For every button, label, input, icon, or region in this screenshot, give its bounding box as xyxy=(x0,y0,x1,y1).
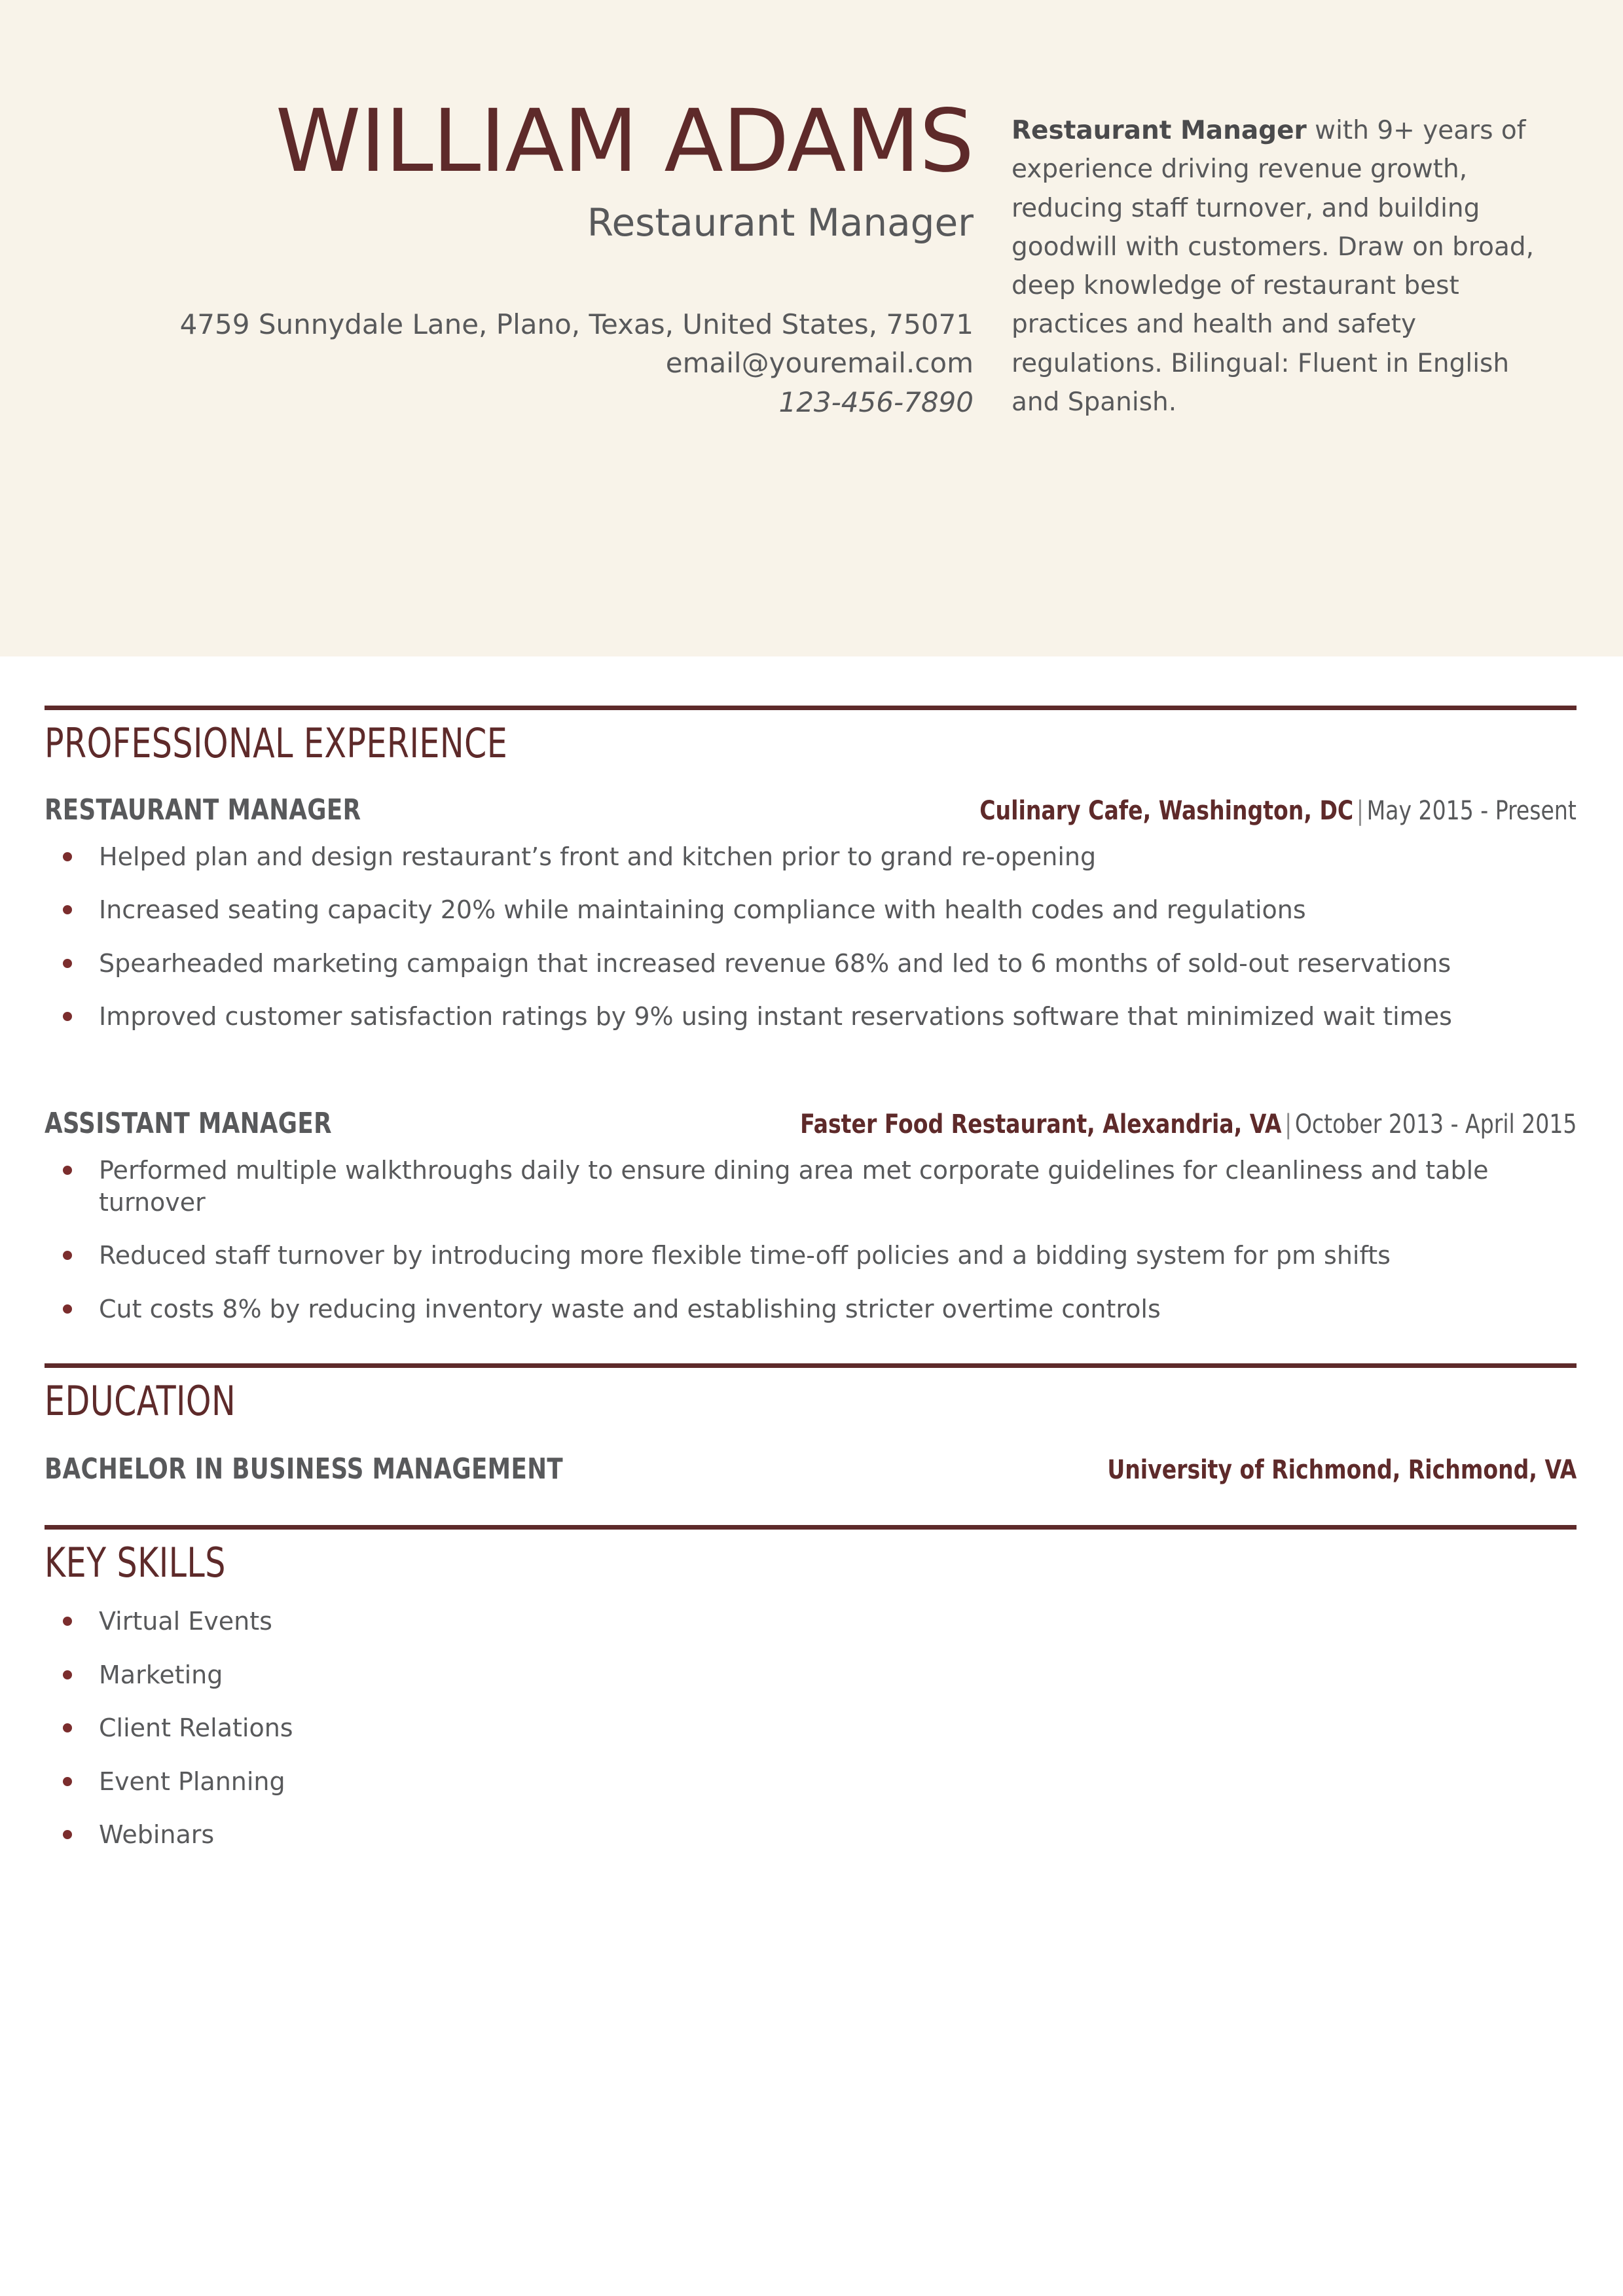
job-position: RESTAURANT MANAGER xyxy=(45,793,361,827)
bullet-dot-icon xyxy=(63,1251,72,1260)
bullet-text: Reduced staff turnover by introducing more flexible time-off policies and a bidding system for pm shifts xyxy=(99,1241,1391,1270)
list-item xyxy=(45,1713,1577,1744)
contact-email[interactable]: email@youremail.com xyxy=(665,347,974,380)
skill-text: Marketing xyxy=(99,1660,223,1689)
job-dates: October 2013 - April 2015 xyxy=(1294,1109,1577,1139)
professional-summary xyxy=(1012,111,1546,422)
summary-highlight: Restaurant Manager xyxy=(1012,116,1307,145)
skills-list xyxy=(45,1606,1577,1851)
bullet-dot-icon xyxy=(63,852,72,861)
bullet-dot-icon xyxy=(63,1012,72,1021)
section-education xyxy=(45,1363,1577,1486)
job-header-row xyxy=(45,1107,1577,1140)
candidate-job-title: Restaurant Manager xyxy=(587,200,974,245)
list-item xyxy=(45,1767,1577,1798)
bullet-dot-icon xyxy=(63,1777,72,1786)
skill-text: Webinars xyxy=(99,1820,215,1850)
resume-header-band xyxy=(0,0,1623,656)
education-school: University of Richmond, Richmond, VA xyxy=(1107,1455,1577,1486)
section-professional-experience xyxy=(45,706,1577,1325)
bullet-dot-icon xyxy=(63,1166,72,1175)
job-separator: | xyxy=(1284,1109,1292,1139)
bullet-text: Cut costs 8% by reducing inventory waste and establishing stricter overtime controls xyxy=(99,1294,1161,1323)
bullet-dot-icon xyxy=(63,1723,72,1732)
contact-block xyxy=(0,305,974,422)
bullet-dot-icon xyxy=(63,905,72,914)
job-position: ASSISTANT MANAGER xyxy=(45,1106,332,1140)
bullet-dot-icon xyxy=(63,1304,72,1314)
education-degree: BACHELOR IN BUSINESS MANAGEMENT xyxy=(45,1452,564,1486)
section-title-education: EDUCATION xyxy=(45,1377,236,1426)
skill-text: Client Relations xyxy=(99,1713,293,1743)
list-item xyxy=(45,841,1577,873)
section-divider xyxy=(45,706,1577,710)
list-item xyxy=(45,1820,1577,1851)
contact-phone[interactable]: 123-456-7890 xyxy=(778,386,974,418)
section-divider xyxy=(45,1525,1577,1530)
bullet-dot-icon xyxy=(63,1830,72,1839)
list-item xyxy=(45,948,1577,980)
contact-address: 4759 Sunnydale Lane, Plano, Texas, United States, 75071 xyxy=(179,308,974,340)
list-item xyxy=(45,1155,1577,1219)
list-item xyxy=(45,1293,1577,1325)
section-divider xyxy=(45,1363,1577,1368)
job-meta xyxy=(800,1109,1577,1139)
job-bullet-list xyxy=(45,1155,1577,1326)
candidate-name: WILLIAM ADAMS xyxy=(275,91,974,192)
summary-column xyxy=(1012,0,1623,656)
bullet-text: Spearheaded marketing campaign that increased revenue 68% and led to 6 months of sold-out reservations xyxy=(99,948,1451,978)
bullet-text: Increased seating capacity 20% while maintaining compliance with health codes and regulations xyxy=(99,895,1306,925)
job-separator: | xyxy=(1356,796,1364,827)
summary-body: with 9+ years of experience driving revenue growth, reducing staff turnover, and building goodwill with customers. Draw on broad, deep knowledge of restaurant best practices and health and safety regulations. Bilingual: Fluent in English and Spanish. xyxy=(1012,116,1535,417)
list-item xyxy=(45,1660,1577,1691)
job-dates: May 2015 - Present xyxy=(1366,796,1577,827)
bullet-dot-icon xyxy=(63,1670,72,1679)
bullet-text: Improved customer satisfaction ratings by 9% using instant reservations software that minimized wait times xyxy=(99,1002,1452,1031)
list-item xyxy=(45,894,1577,926)
identity-column xyxy=(0,0,1012,656)
bullet-dot-icon xyxy=(63,1617,72,1626)
resume-body xyxy=(0,706,1623,1851)
job-meta xyxy=(979,796,1577,826)
education-entry-row xyxy=(45,1452,1577,1486)
bullet-text: Helped plan and design restaurant’s front and kitchen prior to grand re-opening xyxy=(99,842,1097,872)
section-title-skills: KEY SKILLS xyxy=(45,1539,226,1587)
job-header-row xyxy=(45,793,1577,827)
job-company: Faster Food Restaurant, Alexandria, VA xyxy=(799,1109,1281,1139)
header-layout xyxy=(0,0,1623,656)
list-item xyxy=(45,1240,1577,1272)
section-key-skills xyxy=(45,1525,1577,1851)
list-item xyxy=(45,1001,1577,1033)
skill-text: Virtual Events xyxy=(99,1607,272,1636)
skill-text: Event Planning xyxy=(99,1767,285,1796)
bullet-dot-icon xyxy=(63,959,72,968)
job-company: Culinary Cafe, Washington, DC xyxy=(979,796,1354,827)
list-item xyxy=(45,1606,1577,1638)
section-title-experience: PROFESSIONAL EXPERIENCE xyxy=(45,719,508,767)
job-bullet-list xyxy=(45,841,1577,1033)
bullet-text: Performed multiple walkthroughs daily to ensure dining area met corporate guidelines for cleanliness and table turnover xyxy=(99,1155,1489,1217)
